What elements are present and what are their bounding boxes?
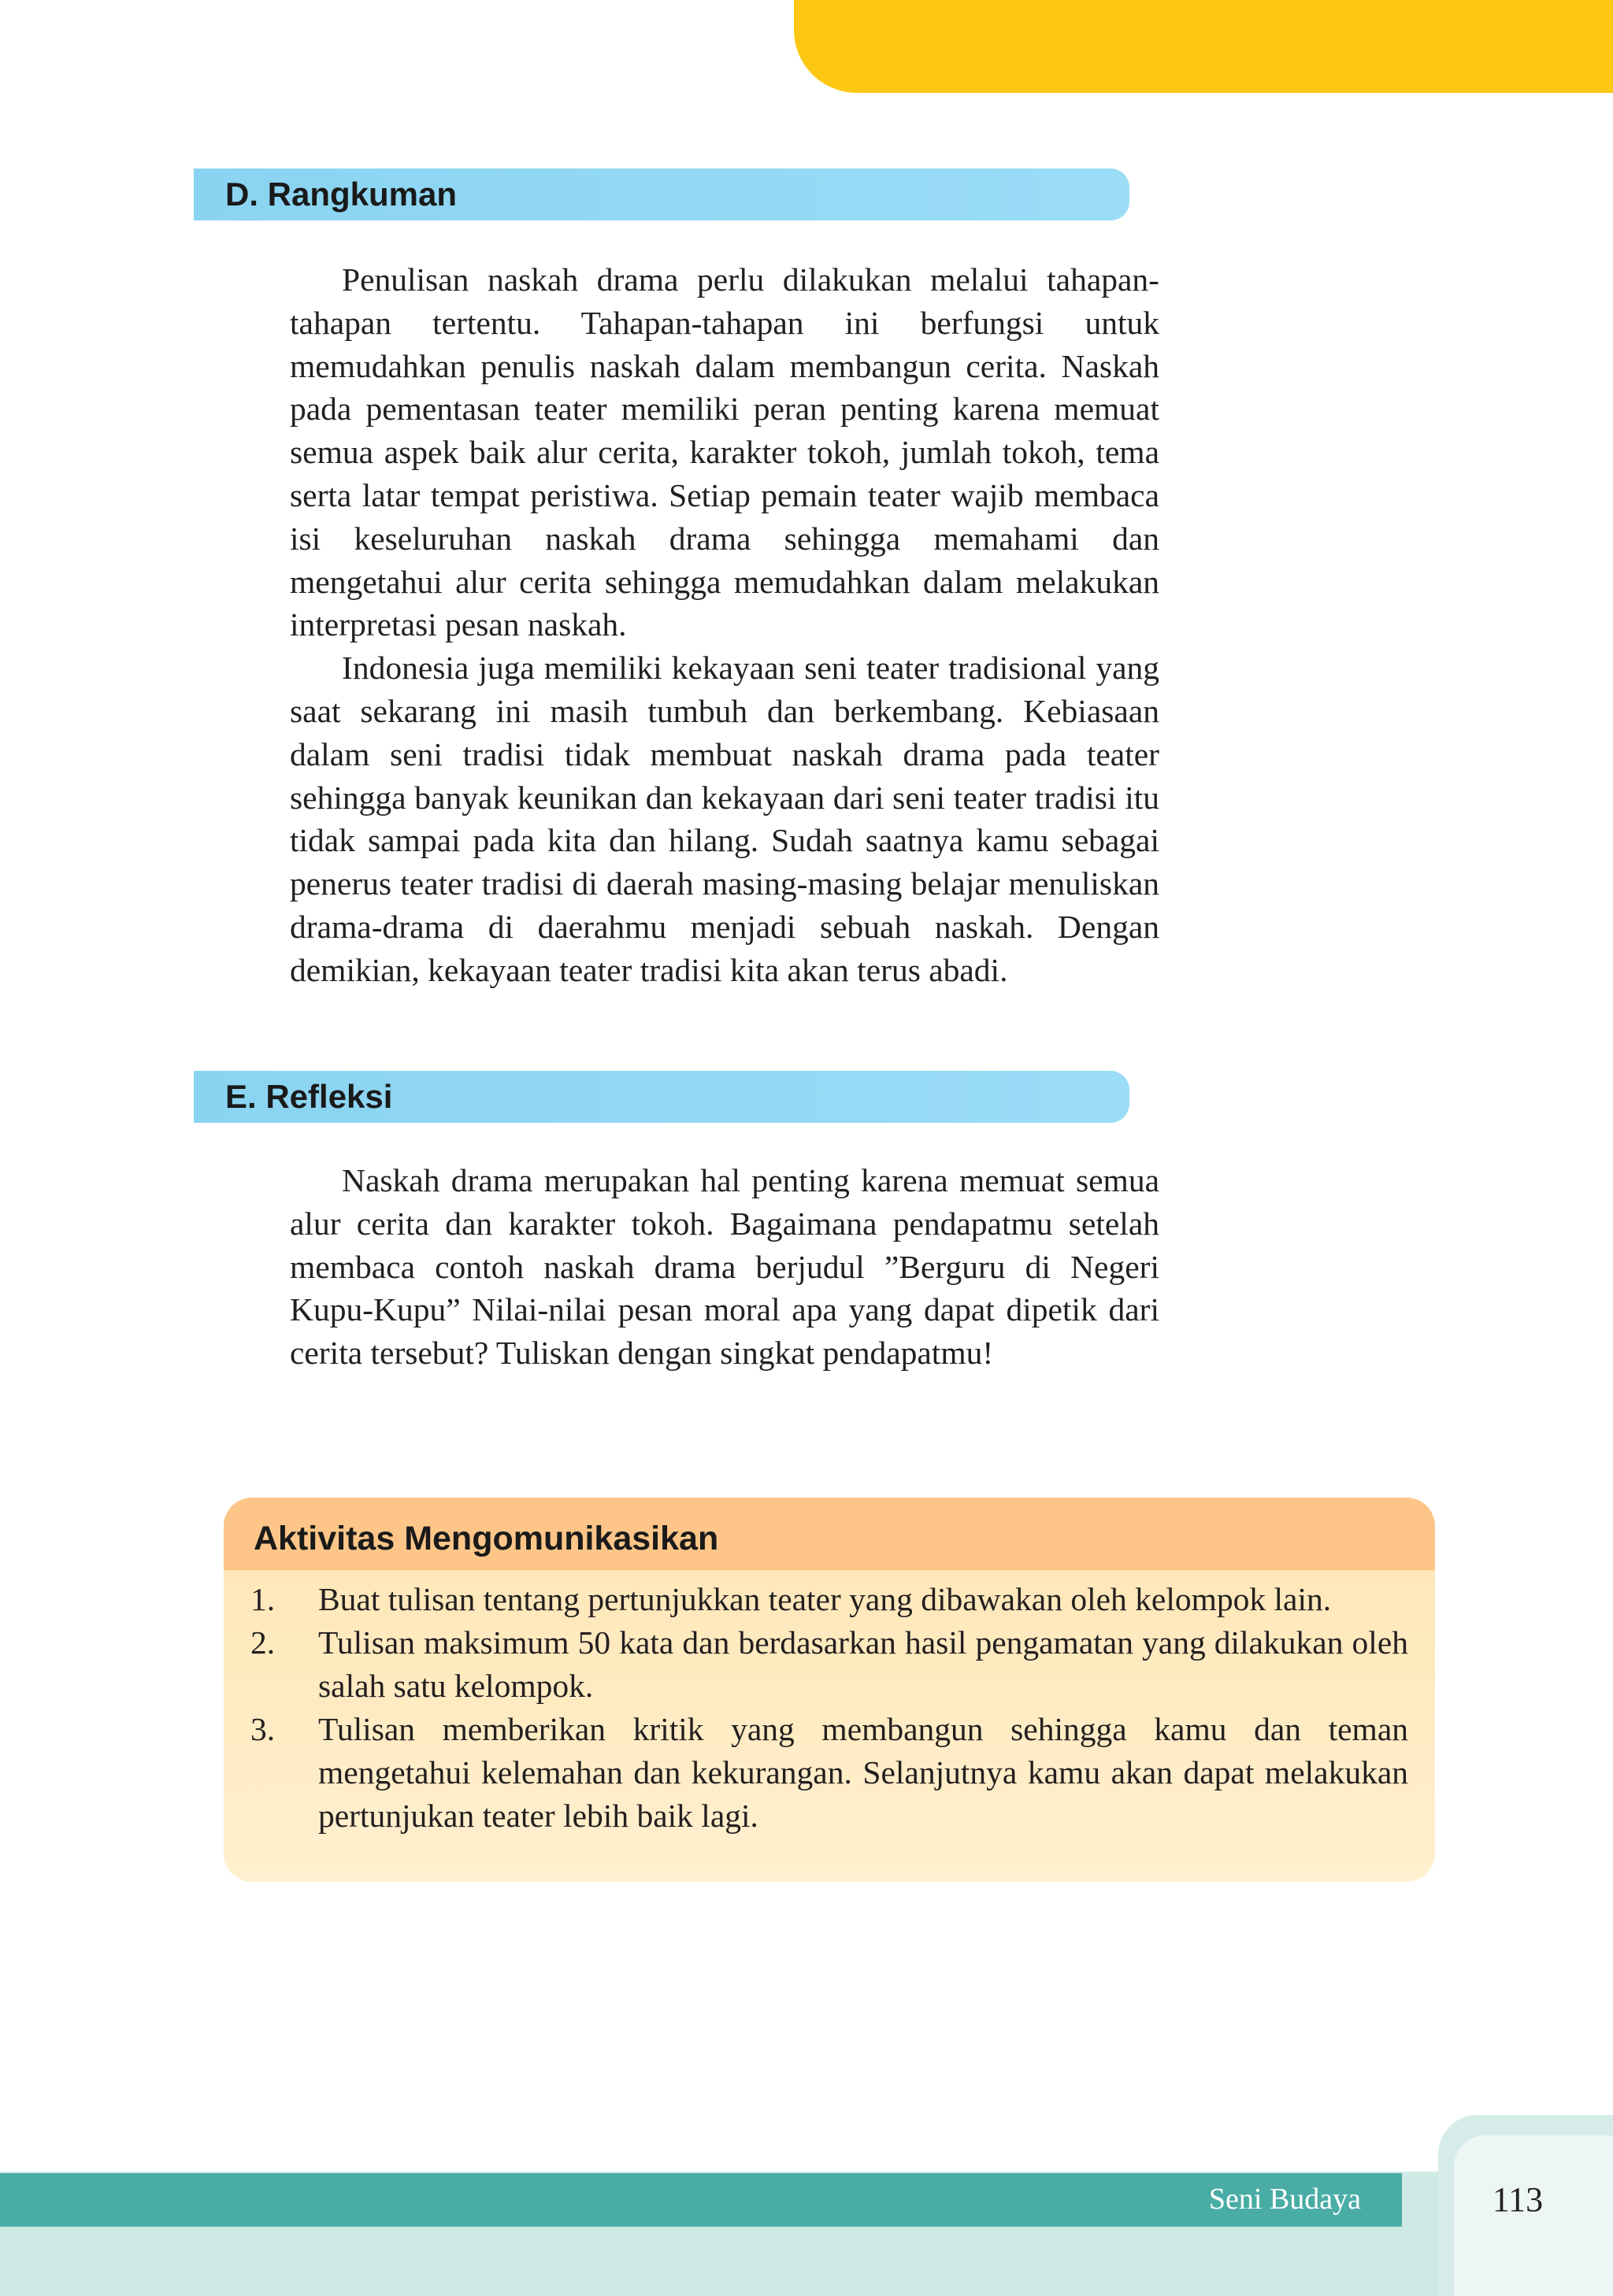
refleksi-paragraph: Naskah drama merupakan hal penting karena memuat semua alur cerita dan karakter tokoh. Bagaimana pendapatmu setelah membaca contoh naskah drama berjudul ”Berguru di Negeri Kupu-Kupu” Nilai-nilai pesan moral apa yang dapat dipetik dari cerita tersebut? Tuliskan dengan singkat pendapatmu!	[290, 1162, 1159, 1372]
activity-title: Aktivitas Mengomunikasikan	[224, 1498, 1435, 1570]
rangkuman-paragraph-2: Indonesia juga memiliki kekayaan seni teater tradisional yang saat sekarang ini masih tumbuh dan berkembang. Kebiasaan dalam seni tradisi tidak membuat naskah drama pada teater sehingga banyak keunikan dan kekayaan dari seni teater tradisi itu tidak sampai pada kita dan hilang. Sudah saatnya kamu sebagai penerus teater tradisi di daerah masing-masing belajar menuliskan drama-drama di daerahmu menjadi sebuah naskah. Dengan demikian, kekayaan teater tradisi kita akan terus abadi.	[290, 650, 1159, 988]
activity-item-text: Tulisan memberikan kritik yang membangun sehingga kamu dan teman mengetahui kelemahan dan kekurangan. Selanjutnya kamu akan dapat melakukan pertunjukan teater lebih baik lagi.	[318, 1711, 1408, 1834]
activity-item-number: 3.	[250, 1711, 276, 1747]
footer-book-title: Seni Budaya	[1208, 2183, 1361, 2216]
refleksi-body	[290, 1159, 1159, 1375]
activity-box	[224, 1498, 1435, 1882]
footer-band	[0, 2173, 1402, 2227]
section-heading-rangkuman: D. Rangkuman	[194, 168, 1129, 220]
activity-item-number: 2.	[250, 1624, 276, 1661]
activity-item-number: 1.	[250, 1581, 276, 1617]
activity-list	[224, 1570, 1435, 1838]
activity-item-1	[250, 1578, 1408, 1621]
activity-item-3	[250, 1708, 1408, 1838]
activity-item-text: Buat tulisan tentang pertunjukkan teater yang dibawakan oleh kelompok lain.	[318, 1581, 1332, 1617]
rangkuman-body	[290, 258, 1159, 992]
activity-item-text: Tulisan maksimum 50 kata dan berdasarkan hasil pengamatan yang dilakukan oleh salah satu kelompok.	[318, 1624, 1408, 1704]
activity-item-2	[250, 1621, 1408, 1708]
top-corner-tab	[794, 0, 1613, 93]
rangkuman-paragraph-1: Penulisan naskah drama perlu dilakukan melalui tahapan-tahapan tertentu. Tahapan-tahapan ini berfungsi untuk memudahkan penulis naskah dalam membangun cerita. Naskah pada pementasan teater memiliki peran penting karena memuat semua aspek baik alur cerita, karakter tokoh, jumlah tokoh, tema serta latar tempat peristiwa. Setiap pemain teater wajib membaca isi keseluruhan naskah drama sehingga memahami dan mengetahui alur cerita sehingga memudahkan dalam melakukan interpretasi pesan naskah.	[290, 261, 1159, 643]
section-heading-refleksi: E. Refleksi	[194, 1071, 1129, 1123]
page-number: 113	[1492, 2180, 1544, 2219]
